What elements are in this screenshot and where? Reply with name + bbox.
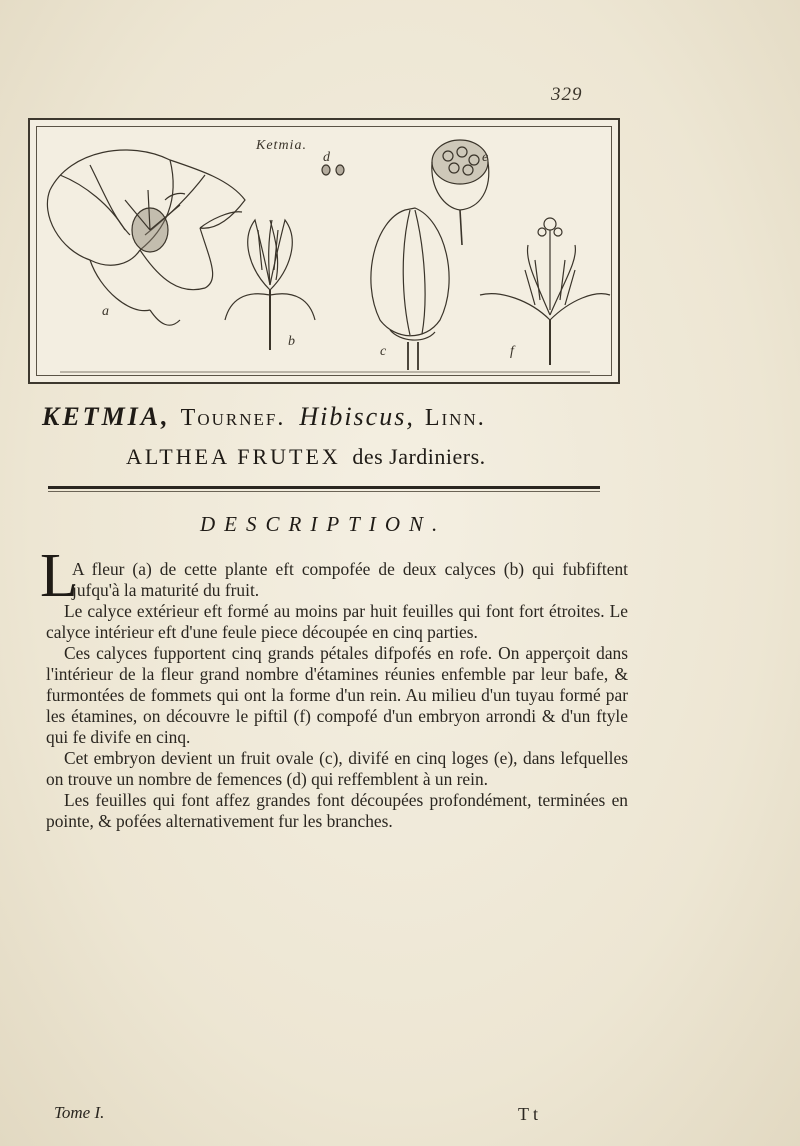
- divider-rule-thin: [48, 491, 600, 492]
- paragraph-4: Cet embryon devient un fruit ovale (c), divifé en cinq loges (e), dans lefquelles on trouve un nombre de femences (d) qui reffemblent à un rein.: [46, 748, 628, 789]
- figure-label-d: d: [323, 150, 330, 165]
- paragraph-3: Ces calyces fupportent cinq grands pétales difpofés en rofe. On apperçoit dans l'intérieur de la fleur grand nombre d'étamines réunies enfemble par leur bafe, & furmontées de fommets qui ont la forme d'un rein. Au milieu d'un tuyau formé par les étamines, on découvre le piftil (f) compofé d'un embryon arrondi & d'un ftyle qui fe divife en cinq.: [46, 643, 628, 747]
- genus-ketmia: KETMIA,: [42, 402, 171, 431]
- paragraph-1: A fleur (a) de cette plante eft compofée de deux calyces (b) qui fubfiftent jufqu'à la maturité du fruit.: [72, 559, 628, 600]
- botanical-plate: [28, 118, 620, 384]
- figure-e-capsule: [432, 140, 489, 245]
- description-body: [46, 559, 628, 832]
- author-tournefort: Tournef.: [180, 405, 286, 431]
- figure-label-a: a: [102, 304, 109, 319]
- paragraph-2: Le calyce extérieur eft formé au moins par huit feuilles qui font fort étroites. Le calyce intérieur eft d'une feule piece découpée en cinq parties.: [46, 601, 628, 642]
- divider-rule: [48, 486, 600, 489]
- volume-label: Tome I.: [54, 1103, 105, 1122]
- figure-label-b: b: [288, 334, 295, 349]
- figure-label-e: e: [482, 150, 489, 165]
- common-name: ALTHEA FRUTEX: [126, 444, 341, 469]
- signature-mark: Tt: [518, 1104, 542, 1124]
- figure-d-seeds: [322, 165, 344, 175]
- genus-hibiscus: Hibiscus,: [299, 402, 415, 431]
- figure-a-flower: [47, 150, 245, 325]
- plate-caption: Ketmia.: [256, 138, 307, 153]
- figure-f-pistil: [480, 218, 610, 365]
- figure-b-calyx: [225, 220, 315, 350]
- page-number: 329: [551, 84, 583, 105]
- paragraph-5: Les feuilles qui font affez grandes font découpées profondément, terminées en pointe, & pofées alternativement fur les branches.: [46, 790, 628, 831]
- common-name-suffix: des Jardiniers.: [352, 444, 486, 469]
- author-linnaeus: Linn.: [424, 405, 486, 431]
- title-line-scientific: [42, 402, 662, 432]
- figure-label-c: c: [380, 344, 387, 359]
- section-heading: DESCRIPTION.: [200, 512, 447, 536]
- figure-label-f: f: [510, 344, 514, 359]
- title-line-common: [126, 444, 486, 470]
- drop-cap: L: [40, 542, 78, 610]
